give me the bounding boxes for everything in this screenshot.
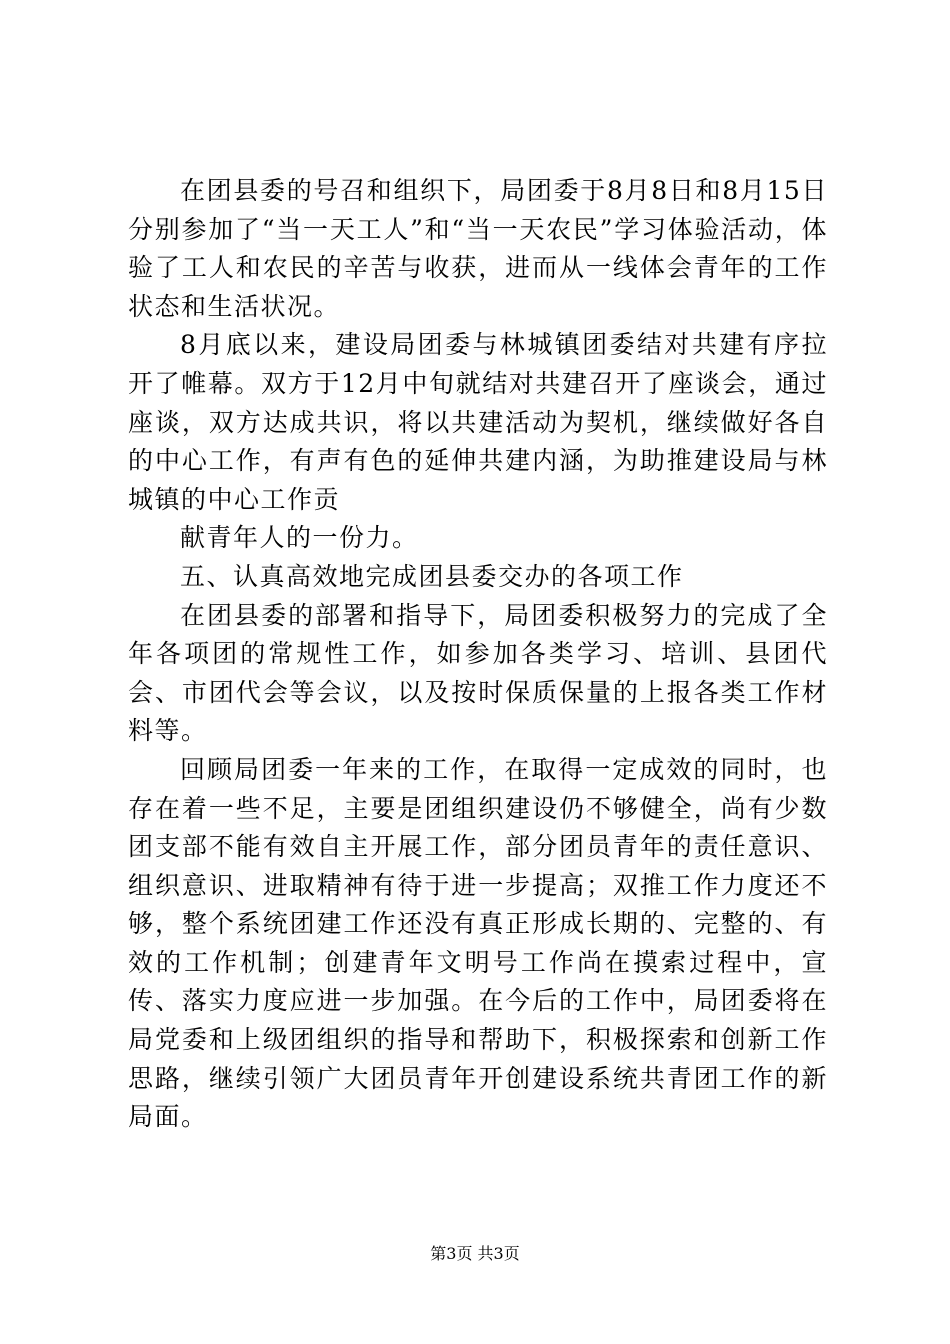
paragraph-labor-experience: 在团县委的号召和组织下，局团委于8月8日和8月15日分别参加了“当一天工人”和“当一天农民”学习体验活动，体验了工人和农民的辛苦与收获，进而从一线体会青年的工作状态和生活状况。 [128, 176, 828, 321]
paragraph-routine-work: 在团县委的部署和指导下，局团委积极努力的完成了全年各项团的常规性工作，如参加各类学习、培训、县团代会、市团代会等会议，以及按时保质保量的上报各类工作材料等。 [128, 600, 828, 746]
paragraph-contribution: 献青年人的一份力。 [180, 523, 419, 553]
document-body [128, 172, 828, 1137]
paragraph-joint-building: 8月底以来，建设局团委与林城镇团委结对共建有序拉开了帷幕。双方于12月中旬就结对共建召开了座谈会，通过座谈，双方达成共识，将以共建活动为契机，继续做好各自的中心工作，有声有色的延伸共建内涵，为助推建设局与林城镇的中心工作贡 [128, 330, 828, 514]
paragraph-review: 回顾局团委一年来的工作，在取得一定成效的同时，也存在着一些不足，主要是团组织建设仍不够健全，尚有少数团支部不能有效自主开展工作，部分团员青年的责任意识、组织意识、进取精神有待于进一步提高；双推工作力度还不够，整个系统团建工作还没有真正形成长期的、完整的、有效的工作机制；创建青年文明号工作尚在摸索过程中，宣传、落实力度应进一步加强。在今后的工作中，局团委将在局党委和上级团组织的指导和帮助下，积极探索和创新工作思路，继续引领广大团员青年开创建设系统共青团工作的新局面。 [128, 754, 828, 1132]
page-footer: 第3页 共3页 [430, 1244, 520, 1263]
section-heading-five: 五、认真高效地完成团县委交办的各项工作 [180, 561, 684, 591]
